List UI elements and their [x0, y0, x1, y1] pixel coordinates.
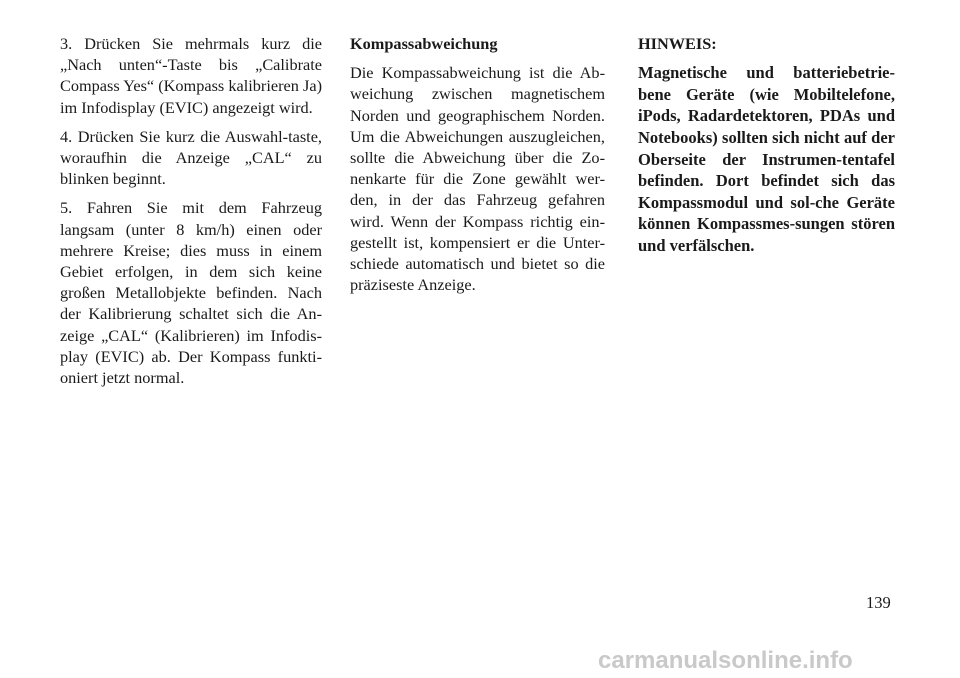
compass-variance-heading: Kompassabweichung	[350, 34, 498, 53]
page-number: 139	[866, 593, 891, 612]
step-4-paragraph: 4. Drücken Sie kurz die Auswahl-taste, woraufhin die Anzeige „CAL“ zu blinken beginnt.	[60, 126, 322, 189]
compass-variance-paragraph: Die Kompassabweichung ist die Ab-weichung zwischen magnetischem Norden und geographischem Norden. Um die Abweichungen auszugleichen, sollte die Abweichung über die Zo-nenkarte für die Zone gewählt wer-den, in der das Fahrzeug gefahren wird. Wenn der Kompass richtig ein-gestellt ist, kompensiert er die Unter-schiede automatisch und bietet so die präziseste Anzeige.	[350, 63, 605, 295]
watermark: carmanualsonline.info	[598, 647, 853, 674]
step-5-paragraph: 5. Fahren Sie mit dem Fahrzeug langsam (unter 8 km/h) einen oder mehrere Kreise; dies muss in einem Gebiet erfolgen, in dem sich keine großen Metallobjekte befinden. Nach der Kalibrierung schaltet sich die An-zeige „CAL“ (Kalibrieren) im Infodis-play (EVIC) ab. Der Kompass funkti-oniert jetzt normal.	[60, 198, 322, 388]
column-left	[60, 33, 322, 396]
note-heading: HINWEIS:	[638, 34, 717, 53]
note-paragraph: Magnetische und batteriebetrie-bene Geräte (wie Mobiltelefone, iPods, Radardetektoren, PDAs und Notebooks) sollten sich nicht auf der Oberseite der Instrumen-tentafel befinden. Dort befindet sich das Kompassmodul und sol-che Geräte können Kompassmes-sungen stören und verfälschen.	[638, 63, 895, 255]
step-3-paragraph: 3. Drücken Sie mehrmals kurz die „Nach unten“-Taste bis „Calibrate Compass Yes“ (Kompass kalibrieren Ja) im Infodisplay (EVIC) angezeigt wird.	[60, 34, 322, 117]
column-middle	[350, 33, 605, 303]
column-right	[638, 33, 895, 265]
